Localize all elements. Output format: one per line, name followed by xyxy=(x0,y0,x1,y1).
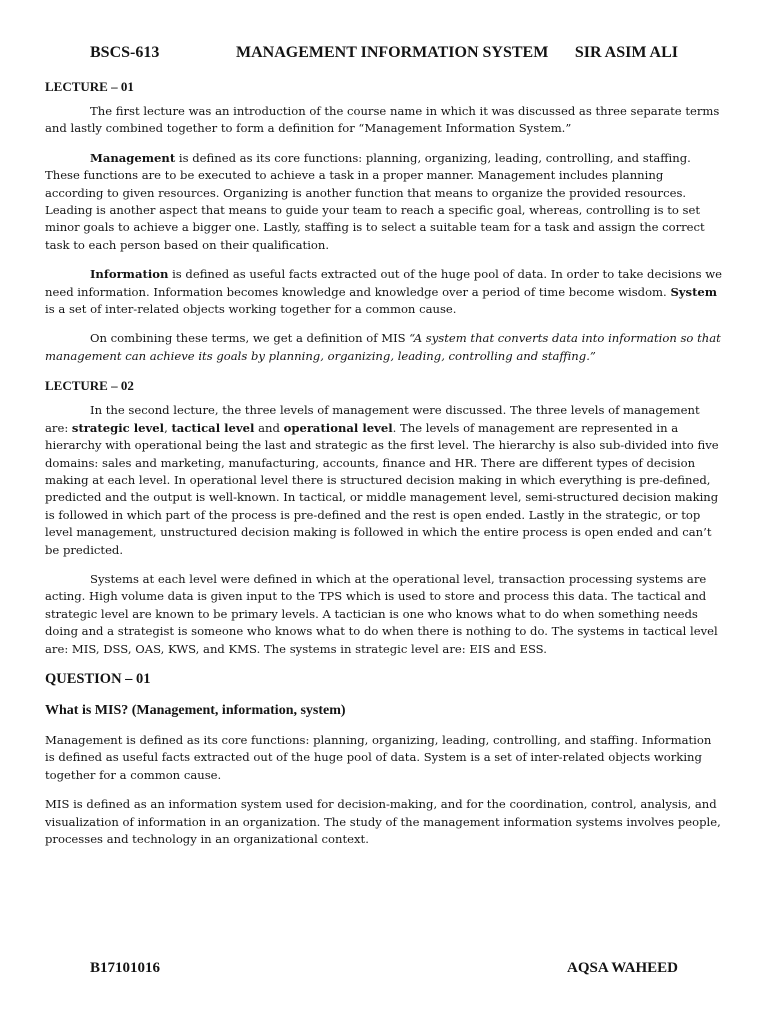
lecture-2-paragraph-levels xyxy=(45,402,723,559)
course-title: MANAGEMENT INFORMATION SYSTEM xyxy=(236,44,549,61)
question-1-answer-paragraph-2: MIS is defined as an information system used for decision-making, and for the coordination, control, analysis, and visualization of information in an organization. The study of the management information systems involves people, processes and technology in an organizational context. xyxy=(45,797,721,846)
term-tactical-level: tactical level xyxy=(171,420,255,435)
document-body xyxy=(45,78,723,860)
mis-intro-text: On combining these terms, we get a definition of MIS xyxy=(90,331,410,346)
question-1-subheading: What is MIS? (Management, information, system) xyxy=(45,702,346,718)
lecture-1-paragraph-intro: The first lecture was an introduction of the course name in which it was discussed as three separate terms and lastly combined together to form a definition for “Management Information System.” xyxy=(45,104,720,136)
lecture-1-heading: LECTURE – 01 xyxy=(45,79,134,94)
levels-intro-text: In the second lecture, the three levels of management were discussed. The three levels of management are: xyxy=(45,403,700,435)
levels-description: . The levels of management are represented in a hierarchy with operational being the last and strategic as the first level. The hierarchy is also sub-divided into five domains: sales and marketing, manufacturing, accounts, finance and HR. There are different types of decision making at each level. In operational level there is structured decision making in which everything is pre-defined, predicted and the output is well-known. In tactical, or middle management level, semi-structured decision making is followed in which part of the process is pre-defined and the rest is open ended. Lastly in the strategic, or top level management, unstructured decision making is followed in which the entire process is open ended and can’t be predicted. xyxy=(45,420,719,557)
question-1-heading: QUESTION – 01 xyxy=(45,670,151,687)
levels-and: and xyxy=(254,420,284,435)
lecture-1-paragraph-information xyxy=(45,266,723,318)
question-1-answer-paragraph-1: Management is defined as its core functions: planning, organizing, leading, controlling, and staffing. Information is defined as useful facts extracted out of the huge pool of data. System is a set of inter-related objects working together for a common cause. xyxy=(45,732,712,782)
term-operational-level: operational level xyxy=(283,420,393,435)
student-id: B17101016 xyxy=(90,960,161,976)
term-system: System xyxy=(670,284,718,299)
system-definition: is a set of inter-related objects working together for a common cause. xyxy=(45,302,457,317)
course-code: BSCS-613 xyxy=(90,44,160,61)
page-header xyxy=(90,44,678,66)
lecture-1-paragraph-mis xyxy=(45,330,723,365)
student-name: AQSA WAHEED xyxy=(566,960,678,976)
management-definition: is defined as its core functions: planning, organizing, leading, controlling, and staffing. These functions are to be executed to achieve a task in a proper manner. Management includes planning according to given resources. Organizing is another function that means to organize the provided resources. Leading is another aspect that means to guide your team to reach a specific goal, whereas, controlling is to set minor goals to achieve a bigger one. Lastly, staffing is to select a suitable team for a task and assign the correct task to each person based on their qualification. xyxy=(45,150,705,252)
term-management: Management xyxy=(90,150,176,165)
lecture-2-paragraph-systems: Systems at each level were defined in which at the operational level, transaction processing systems are acting. High volume data is given input to the TPS which is used to store and process this data. The tactical and strategic level are known to be primary levels. A tactician is one who knows what to do when something needs doing and a strategist is someone who knows what to do when there is nothing to do. The systems in tactical level are: MIS, DSS, OAS, KWS, and KMS. The systems in strategic level are: EIS and ESS. xyxy=(45,571,718,656)
information-definition: is defined as useful facts extracted out of the huge pool of data. In order to take decisions we need information. Information becomes knowledge and knowledge over a period of time become wisdom. xyxy=(45,267,723,299)
lecture-1-paragraph-management xyxy=(45,150,723,254)
lecture-2-heading: LECTURE – 02 xyxy=(45,378,134,394)
levels-comma: , xyxy=(164,420,172,435)
term-information: Information xyxy=(90,267,169,282)
mis-definition-quote: “A system that converts data into information so that management can achieve its goals by planning, organizing, leading, controlling and staffing.” xyxy=(45,331,721,363)
term-strategic-level: strategic level xyxy=(71,420,165,435)
page-footer xyxy=(90,960,678,982)
teacher-name: SIR ASIM ALI xyxy=(574,44,678,61)
